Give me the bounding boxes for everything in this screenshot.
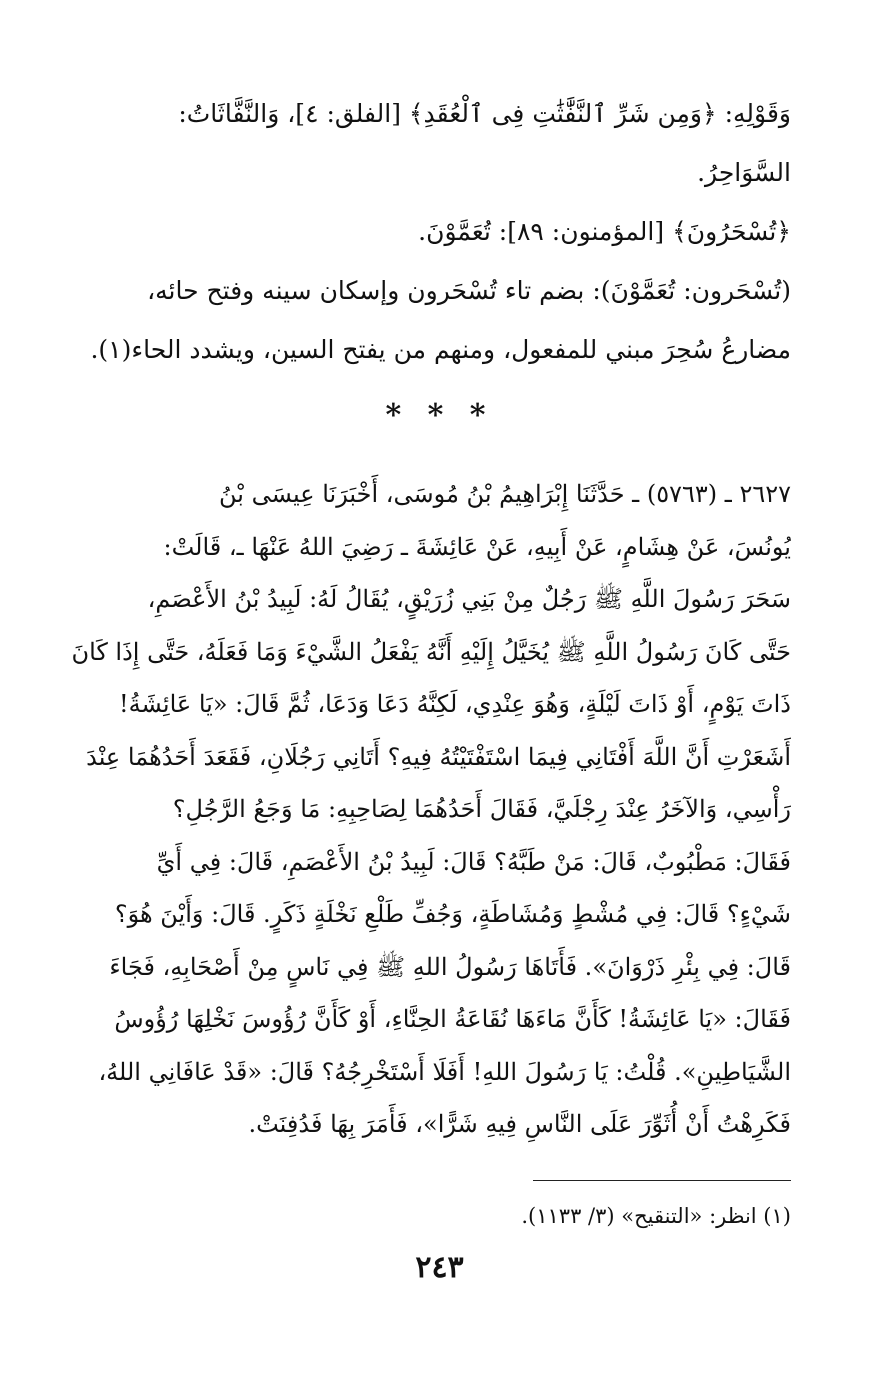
- footnote: (١) انظر: «التنقيح» (٣/ ١١٣٣).: [521, 1204, 791, 1228]
- hadith-section: [66, 468, 791, 1151]
- footnote-divider: [533, 1180, 791, 1181]
- text-line: وَقَوْلِهِ: ﴿وَمِن شَرِّ ٱلنَّفَّٰثَٰتِ فِى ٱلْعُقَدِ﴾ [الفلق: ٤]، وَالنَّفَّاثَاتُ:: [178, 99, 791, 128]
- text-line: ﴿تُسْحَرُونَ﴾ [المؤمنون: ٨٩]: تُعَمَّوْنَ.: [418, 217, 791, 246]
- hadith-line: قَالَ: فِي بِئْرِ ذَرْوَانَ». فَأَتَاهَا رَسُولُ اللهِ ﷺ فِي نَاسٍ مِنْ أَصْحَابِهِ، فَجَاءَ: [109, 952, 791, 981]
- hadith-line: شَيْءٍ؟ قَالَ: فِي مُشْطٍ وَمُشَاطَةٍ، وَجُفِّ طَلْعِ نَخْلَةٍ ذَكَرٍ. قَالَ: وَأَيْنَ هُوَ؟: [114, 900, 791, 928]
- hadith-line: الشَّيَاطِينِ». قُلْتُ: يَا رَسُولَ اللهِ! أَفَلَا أَسْتَخْرِجُهُ؟ قَالَ: «قَدْ عَافَانِي اللهُ،: [98, 1057, 791, 1086]
- hadith-line: سَحَرَ رَسُولَ اللَّهِ ﷺ رَجُلٌ مِنْ بَنِي زُرَيْقٍ، يُقَالُ لَهُ: لَبِيدُ بْنُ الأَعْصَمِ،: [147, 585, 791, 613]
- hadith-line: حَتَّى كَانَ رَسُولُ اللَّهِ ﷺ يُخَيَّلُ إِلَيْهِ أَنَّهُ يَفْعَلُ الشَّيْءَ وَمَا فَعَلَهُ، حَتَّى إِذَا كَانَ: [71, 637, 791, 666]
- hadith-line: رَأْسِي، وَالآخَرُ عِنْدَ رِجْلَيَّ، فَقَالَ أَحَدُهُمَا لِصَاحِبِهِ: مَا وَجَعُ الرَّجُلِ؟: [172, 795, 791, 823]
- hadith-line: أَشَعَرْتِ أَنَّ اللَّهَ أَفْتَانِي فِيمَا اسْتَفْتَيْتُهُ فِيهِ؟ أَتَانِي رَجُلَانِ، فَقَعَدَ أَحَدُهُمَا عِنْدَ: [86, 742, 791, 771]
- hadith-line: فَكَرِهْتُ أَنْ أُثَوِّرَ عَلَى النَّاسِ فِيهِ شَرًّا»، فَأَمَرَ بِهَا فَدُفِنَتْ.: [248, 1110, 791, 1138]
- section-separator: * * *: [385, 398, 494, 433]
- hadith-line: ذَاتَ يَوْمٍ، أَوْ ذَاتَ لَيْلَةٍ، وَهُوَ عِنْدِي، لَكِنَّهُ دَعَا وَدَعَا، ثُمَّ قَالَ: «يَا عَائِشَةُ!: [119, 690, 791, 718]
- hadith-line: ٢٦٢٧ ـ (٥٧٦٣) ـ حَدَّثَنَا إِبْرَاهِيمُ بْنُ مُوسَى، أَخْبَرَنَا عِيسَى بْنُ: [219, 480, 791, 508]
- text-line: السَّوَاحِرُ.: [697, 158, 791, 187]
- hadith-line: فَقَالَ: مَطْبُوبٌ، قَالَ: مَنْ طَبَّهُ؟ قَالَ: لَبِيدُ بْنُ الأَعْصَمِ، قَالَ: فِي أَيِّ: [156, 847, 791, 876]
- commentary-section: [66, 84, 791, 379]
- text-line: (تُسْحَرون: تُعَمَّوْنَ): بضم تاء تُسْحَرون وإسكان سينه وفتح حائه،: [147, 276, 791, 305]
- page-number: ٢٤٣: [415, 1250, 464, 1285]
- text-line: مضارعُ سُحِرَ مبني للمفعول، ومنهم من يفتح السين، ويشدد الحاء(١).: [90, 335, 791, 364]
- hadith-line: فَقَالَ: «يَا عَائِشَةُ! كَأَنَّ مَاءَهَا نُقَاعَةُ الحِنَّاءِ، أَوْ كَأَنَّ رُؤُوسَ نَخْلِهَا رُؤُوسُ: [114, 1005, 791, 1033]
- hadith-line: يُونُسَ، عَنْ هِشَامٍ، عَنْ أَبِيهِ، عَنْ عَائِشَةَ ـ رَضِيَ اللهُ عَنْهَا ـ، قَالَتْ:: [163, 532, 791, 561]
